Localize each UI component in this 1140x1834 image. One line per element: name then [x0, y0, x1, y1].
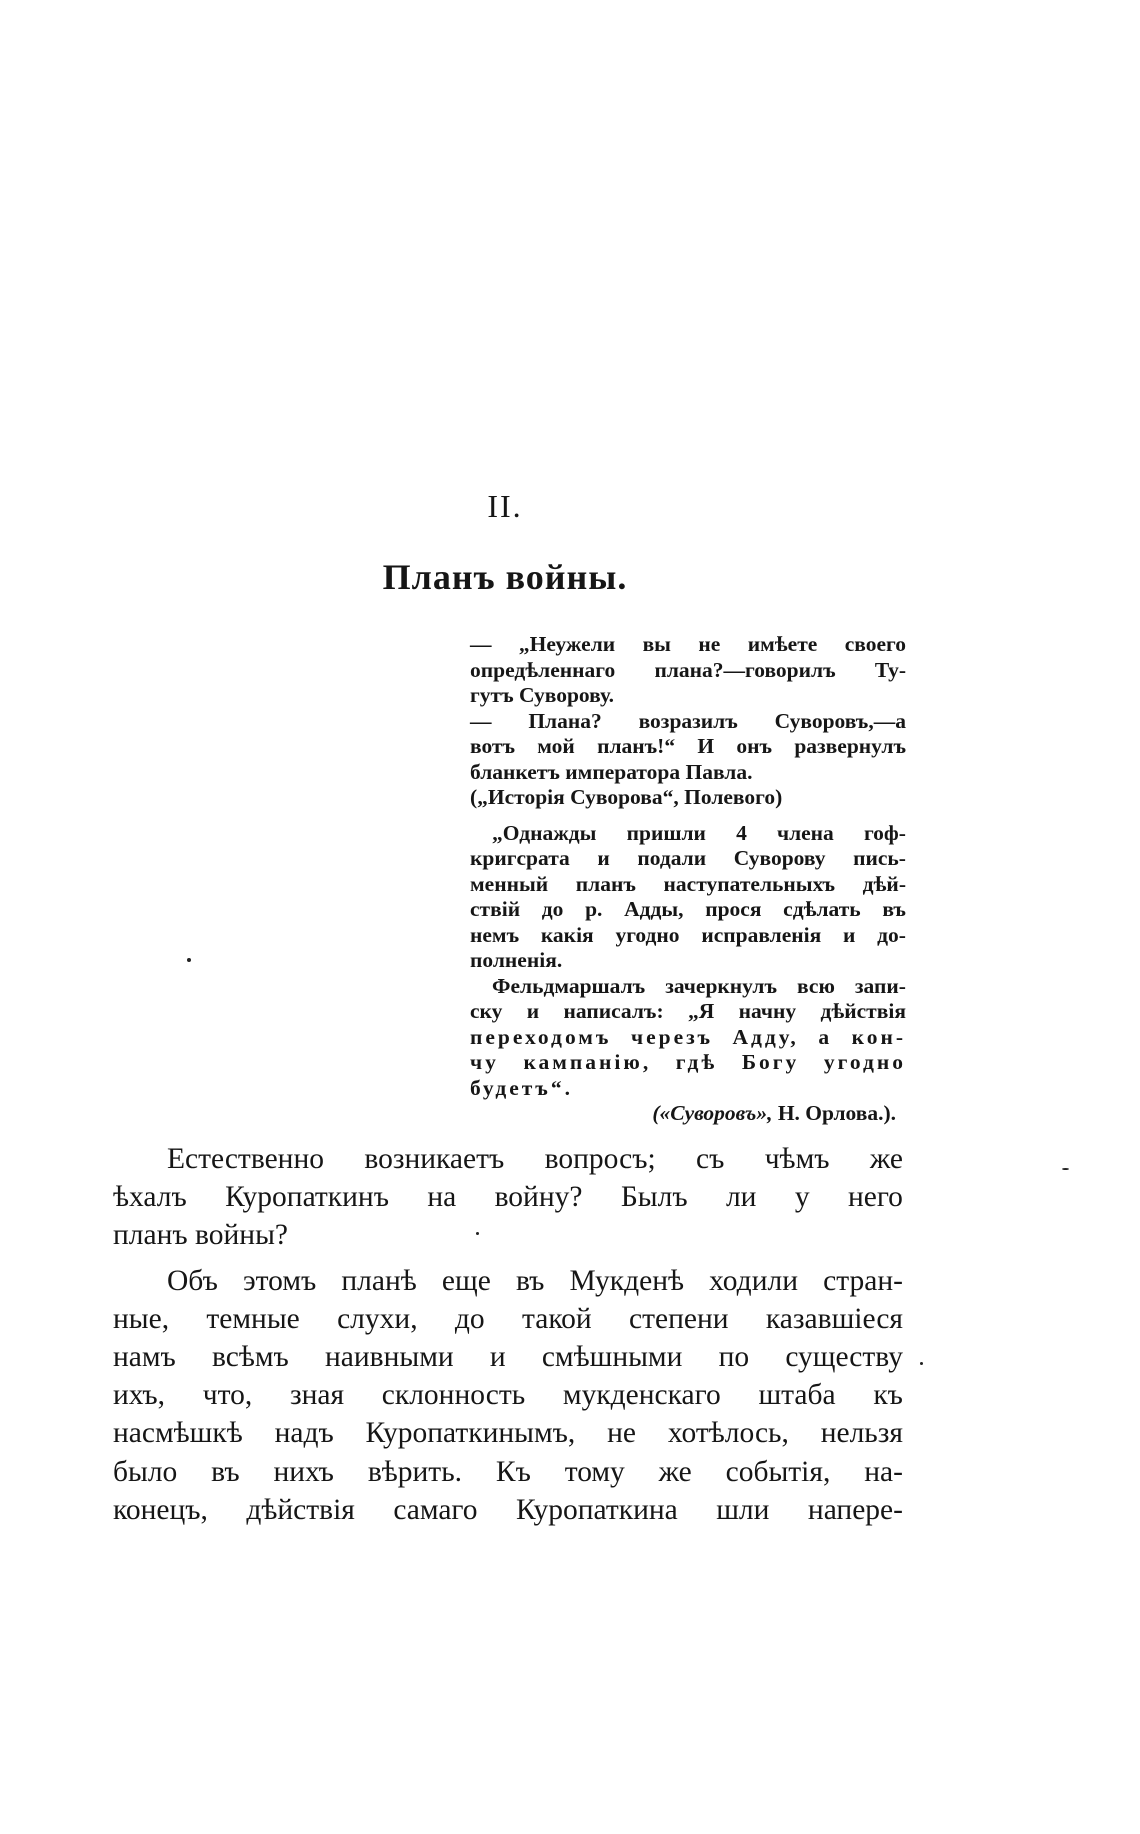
word: 4 [736, 820, 747, 845]
epigraph-line [470, 999, 906, 1025]
word: къ [873, 1379, 903, 1412]
word: шли [716, 1493, 770, 1526]
word: надъ [274, 1417, 334, 1450]
word: чу [470, 1050, 499, 1074]
word: на [427, 1181, 457, 1214]
word: подали [637, 846, 707, 870]
word: вопросъ; [544, 1143, 656, 1175]
epigraph-line [470, 709, 906, 735]
word: угодно [823, 1050, 906, 1074]
word: же [658, 1455, 692, 1488]
word: р. [585, 897, 603, 921]
word: до- [877, 922, 906, 947]
word: Естественно [167, 1143, 324, 1175]
word: было [113, 1455, 178, 1488]
scan-speck [920, 1362, 923, 1365]
word: менный [470, 871, 549, 896]
word: слухи, [337, 1302, 418, 1335]
epigraph-attribution-2 [470, 1101, 906, 1127]
epigraph-line [470, 872, 906, 898]
scan-speck [1062, 1168, 1069, 1170]
epigraph-line [470, 923, 906, 949]
word: въ [882, 897, 906, 921]
word: исправленія [701, 922, 822, 947]
epigraph-line [470, 1025, 906, 1051]
body-text [113, 1140, 903, 1529]
word: Куропаткинымъ, [365, 1417, 576, 1450]
word: наступательныхъ [663, 871, 836, 896]
word: наивными [324, 1341, 454, 1374]
word: самаго [393, 1493, 478, 1526]
word: Куропаткина [516, 1493, 678, 1526]
word: кон- [851, 1024, 906, 1049]
word: Фельдмаршалъ [492, 973, 646, 998]
word: ли [725, 1181, 757, 1214]
text-line [113, 1453, 903, 1491]
text-line [113, 1262, 903, 1300]
word: стран- [823, 1264, 903, 1297]
word: штаба [758, 1379, 836, 1412]
word: еще [441, 1264, 491, 1297]
epigraph-line: будетъ“. [470, 1075, 573, 1100]
epigraph-line [470, 632, 906, 658]
word: и [526, 999, 540, 1023]
text-line [113, 1338, 903, 1376]
word: Мукденѣ [569, 1264, 685, 1297]
word: — [470, 708, 492, 733]
word: вѣрить. [367, 1455, 463, 1488]
word: ные, [113, 1302, 170, 1335]
word: Адды, [624, 897, 684, 921]
text-line: планъ войны? [113, 1219, 288, 1252]
word: хотѣлось, [667, 1417, 789, 1450]
word: вотъ [470, 734, 516, 758]
word: кригсрата [470, 846, 570, 870]
word: нихъ [273, 1455, 334, 1488]
word: такой [522, 1302, 592, 1335]
word: И [697, 734, 715, 758]
text-line [113, 1178, 903, 1216]
word: тому [564, 1455, 625, 1488]
word: Плана? [528, 708, 602, 733]
chapter-number: II. [487, 488, 523, 524]
word: написалъ: [563, 999, 664, 1023]
word: смѣшными [541, 1341, 683, 1374]
word: развернулъ [794, 734, 906, 758]
word: этомъ [242, 1264, 317, 1297]
word: дѣйствія [820, 999, 906, 1023]
word: на- [864, 1455, 903, 1488]
word: съ [696, 1143, 725, 1175]
word: существу [785, 1341, 903, 1374]
word: планѣ [341, 1264, 417, 1297]
word: „Я [687, 999, 715, 1023]
word: прося [705, 897, 762, 921]
word: Былъ [620, 1181, 688, 1214]
word: — [470, 632, 492, 656]
word: Суворову [733, 846, 826, 870]
word: насмѣшкѣ [113, 1417, 243, 1450]
word: до [541, 897, 564, 921]
word: возникаетъ [364, 1143, 505, 1175]
word: вы [642, 632, 671, 656]
word: всю [797, 973, 835, 998]
word: въ [515, 1264, 545, 1297]
epigraph-line [470, 734, 906, 760]
word: имѣете [747, 632, 818, 656]
epigraph-line [470, 974, 906, 1000]
word: немъ [470, 922, 520, 947]
word: у [794, 1181, 810, 1214]
attribution-work-title: («Суворовъ», [652, 1101, 773, 1125]
word: опредѣленнаго [470, 657, 616, 682]
epigraph-quote-1 [470, 632, 906, 811]
word: событія, [725, 1455, 831, 1488]
word: мой [537, 734, 575, 758]
word: возразилъ [638, 708, 738, 733]
attribution-author: Н. Орлова.). [772, 1101, 896, 1125]
word: Суворовъ,—а [774, 708, 906, 733]
word: темные [206, 1302, 300, 1335]
word: и [489, 1341, 506, 1374]
word: чѣмъ [764, 1143, 830, 1175]
word: зачеркнулъ [665, 973, 777, 998]
word: Богу [741, 1050, 800, 1074]
word: ихъ, [113, 1379, 166, 1412]
word: Объ [167, 1264, 218, 1297]
word: по [718, 1341, 750, 1374]
word: конецъ, [113, 1493, 208, 1526]
epigraph-line: полненія. [470, 948, 563, 972]
word: войну? [494, 1181, 583, 1214]
paragraph-2 [113, 1262, 903, 1529]
word: до [454, 1302, 485, 1335]
word: въ [211, 1455, 240, 1488]
word: Адду, [732, 1024, 799, 1049]
word: ску [470, 999, 503, 1023]
word: пришли [626, 820, 706, 845]
epigraph-attribution-1: („Исторія Суворова“, Полевого) [470, 785, 783, 809]
word: плана?—говорилъ [654, 657, 836, 682]
word: склонность [381, 1379, 526, 1412]
word: Ту- [874, 657, 906, 682]
text-line [113, 1414, 903, 1452]
word: зная [289, 1379, 345, 1412]
text-line [113, 1140, 903, 1178]
word: не [607, 1417, 637, 1450]
word: запи- [854, 973, 906, 998]
word: и [843, 922, 856, 947]
epigraph-line: гутъ Суворову. [470, 683, 614, 707]
epigraph-line [470, 846, 906, 872]
word: напере- [807, 1493, 903, 1526]
word: черезъ [631, 1024, 713, 1049]
text-line [113, 1300, 903, 1338]
word: гоф- [863, 820, 906, 845]
word: начну [738, 999, 797, 1023]
word: и [597, 846, 610, 870]
word: казавшіеся [765, 1302, 903, 1335]
word: что, [202, 1379, 253, 1412]
word: онъ [736, 734, 773, 758]
word: кампанію, [523, 1050, 652, 1074]
word: него [847, 1181, 903, 1214]
word: дѣй- [862, 871, 906, 896]
word: „Однажды [492, 820, 597, 845]
word: ходили [709, 1264, 798, 1297]
word: ствій [470, 897, 521, 921]
word: же [869, 1143, 903, 1175]
word: планъ!“ [597, 734, 676, 758]
word: переходомъ [470, 1024, 612, 1049]
chapter-title: Планъ войны. [382, 557, 628, 597]
word: какія [540, 922, 594, 947]
epigraph-line [470, 897, 906, 923]
word: Куропаткинъ [225, 1181, 389, 1214]
word: „Неужели [518, 632, 616, 656]
word: своего [844, 632, 906, 656]
epigraph-line [470, 1050, 906, 1076]
word: степени [629, 1302, 729, 1335]
word: пись- [853, 846, 906, 870]
word: нельзя [820, 1417, 903, 1450]
word: а [818, 1024, 833, 1049]
epigraph-line: бланкетъ императора Павла. [470, 759, 753, 784]
scan-speck [187, 958, 191, 962]
text-line [113, 1491, 903, 1529]
scan-speck [476, 1232, 479, 1235]
epigraph-quote-2 [470, 821, 906, 1127]
paragraph-1 [113, 1140, 903, 1255]
word: мукденскаго [562, 1379, 721, 1412]
word: дѣйствія [246, 1493, 355, 1526]
epigraph-line [470, 821, 906, 847]
text-line [113, 1376, 903, 1414]
epigraph-line [470, 658, 906, 684]
word: ѣхалъ [113, 1181, 187, 1214]
word: члена [776, 820, 834, 845]
word: не [698, 632, 721, 656]
word: угодно [615, 922, 680, 947]
word: Къ [495, 1455, 531, 1488]
word: намъ [113, 1341, 176, 1374]
word: гдѣ [675, 1050, 718, 1074]
epigraph [470, 632, 906, 1127]
word: всѣмъ [212, 1341, 289, 1374]
word: сдѣлать [783, 897, 861, 921]
word: планъ [575, 871, 636, 896]
